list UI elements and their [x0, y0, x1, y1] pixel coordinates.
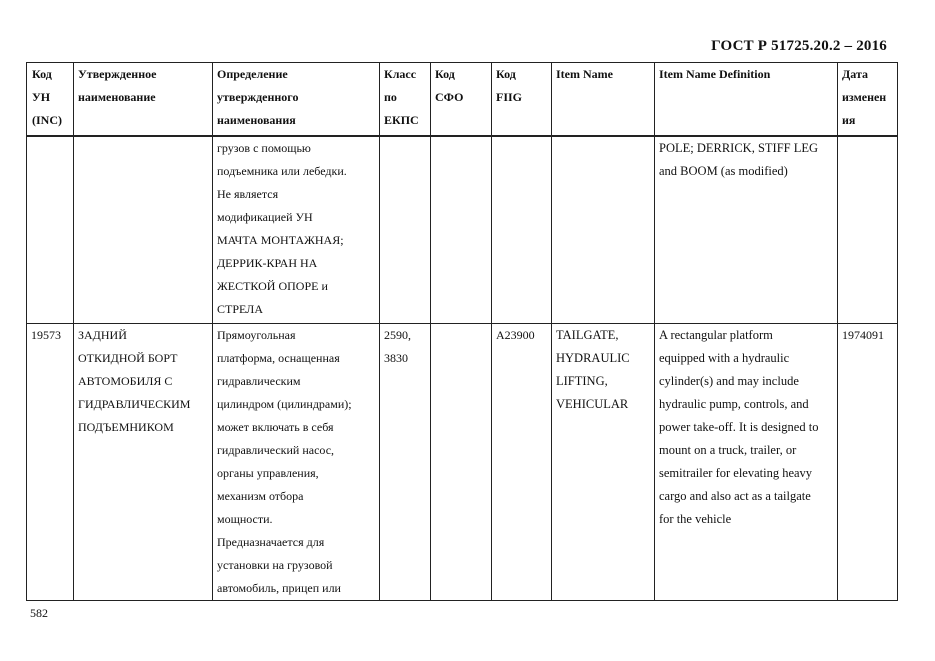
cell-fiig-code [492, 324, 552, 601]
header-sfo-code [431, 63, 492, 137]
cell-approved-name [74, 324, 213, 601]
cell-text-line: ПОДЪЕМНИКОМ [78, 420, 174, 434]
cell-text-line: ЖЕСТКОЙ ОПОРЕ и [217, 279, 328, 293]
cell-text-line: and BOOM (as modified) [659, 164, 788, 178]
cell-text-line: 1974091 [842, 328, 884, 342]
cell-text-line: АВТОМОБИЛЯ С [78, 374, 173, 388]
header-definition [213, 63, 380, 137]
cell-text-line: mount on a truck, trailer, or [659, 443, 797, 457]
table-row [27, 136, 898, 324]
cell-text-line: грузов с помощью [217, 141, 311, 155]
cell-text-line: ЕКПС [384, 113, 419, 127]
cell-text-line: цилиндром (цилиндрами); [217, 397, 352, 411]
cell-text-line: Не является [217, 187, 279, 201]
cell-text-line: автомобиль, прицеп или [217, 581, 341, 595]
cell-definition [213, 136, 380, 324]
cell-text-line: платформа, оснащенная [217, 351, 340, 365]
cell-text-line: СТРЕЛА [217, 302, 263, 316]
cell-text-line: LIFTING, [556, 374, 608, 388]
cell-text-line: наименования [217, 113, 296, 127]
cell-text-line: по [384, 90, 397, 104]
cell-text-line: ЗАДНИЙ [78, 328, 127, 342]
nomenclature-table [26, 62, 898, 601]
table-row [27, 324, 898, 601]
cell-item-name-definition [655, 324, 838, 601]
cell-item-name [552, 324, 655, 601]
cell-text-line: Код [32, 67, 52, 81]
cell-text-line: A23900 [496, 328, 535, 342]
cell-text-line: Item Name Definition [659, 67, 771, 81]
cell-text-line: equipped with a hydraulic [659, 351, 790, 365]
header-code-un [27, 63, 74, 137]
cell-ekps-class [380, 136, 431, 324]
cell-text-line: hydraulic pump, controls, and [659, 397, 809, 411]
cell-text-line: Определение [217, 67, 288, 81]
cell-text-line: VEHICULAR [556, 397, 629, 411]
cell-text-line: УН [32, 90, 51, 104]
cell-text-line: 3830 [384, 351, 408, 365]
cell-text-line: подъемника или лебедки. [217, 164, 347, 178]
cell-text-line: ОТКИДНОЙ БОРТ [78, 351, 178, 365]
cell-code-un [27, 136, 74, 324]
cell-text-line: POLE; DERRICK, STIFF LEG [659, 141, 819, 155]
header-item-name-definition [655, 63, 838, 137]
cell-text-line: for the vehicle [659, 512, 732, 526]
cell-text-line: Утвержденное [78, 67, 157, 81]
table-header-row [27, 63, 898, 137]
cell-text-line: может включать в себя [217, 420, 334, 434]
cell-approved-name [74, 136, 213, 324]
cell-text-line: МАЧТА МОНТАЖНАЯ; [217, 233, 344, 247]
header-change-date [838, 63, 898, 137]
page-number: 582 [30, 606, 48, 620]
cell-text-line: Предназначается для [217, 535, 325, 549]
cell-text-line: утвержденного [217, 90, 299, 104]
cell-text-line: Код [435, 67, 455, 81]
cell-text-line: изменен [842, 90, 887, 104]
cell-item-name [552, 136, 655, 324]
document-code: ГОСТ Р 51725.20.2 – 2016 [711, 38, 887, 54]
cell-text-line: наименование [78, 90, 156, 104]
cell-code-un [27, 324, 74, 601]
cell-sfo-code [431, 136, 492, 324]
cell-text-line: органы управления, [217, 466, 319, 480]
cell-text-line: HYDRAULIC [556, 351, 630, 365]
cell-text-line: гидравлический насос, [217, 443, 335, 457]
header-item-name [552, 63, 655, 137]
cell-text-line: установки на грузовой [217, 558, 333, 572]
cell-text-line: Прямоугольная [217, 328, 296, 342]
cell-text-line: Код [496, 67, 516, 81]
cell-text-line: ДЕРРИК-КРАН НА [217, 256, 318, 270]
cell-text-line: Item Name [556, 67, 613, 81]
cell-text-line: TAILGATE, [556, 328, 619, 342]
cell-text-line: модификацией УН [217, 210, 313, 224]
cell-item-name-definition [655, 136, 838, 324]
cell-ekps-class [380, 324, 431, 601]
header-approved-name [74, 63, 213, 137]
cell-text-line: cargo and also act as a tailgate [659, 489, 811, 503]
cell-fiig-code [492, 136, 552, 324]
cell-text-line: FIIG [496, 90, 523, 104]
cell-change-date [838, 324, 898, 601]
cell-text-line: СФО [435, 90, 464, 104]
cell-text-line: гидравлическим [217, 374, 301, 388]
header-fiig-code [492, 63, 552, 137]
cell-text-line: semitrailer for elevating heavy [659, 466, 813, 480]
cell-text-line: Дата [842, 67, 868, 81]
cell-definition [213, 324, 380, 601]
cell-text-line: cylinder(s) and may include [659, 374, 799, 388]
cell-text-line: power take-off. It is designed to [659, 420, 819, 434]
cell-text-line: A rectangular platform [659, 328, 773, 342]
cell-sfo-code [431, 324, 492, 601]
cell-text-line: ГИДРАВЛИЧЕСКИМ [78, 397, 191, 411]
cell-text-line: механизм отбора [217, 489, 304, 503]
cell-text-line: 19573 [31, 328, 61, 342]
cell-change-date [838, 136, 898, 324]
cell-text-line: мощности. [217, 512, 273, 526]
cell-text-line: Класс [384, 67, 417, 81]
header-ekps-class [380, 63, 431, 137]
cell-text-line: (INC) [32, 113, 62, 127]
cell-text-line: ия [842, 113, 856, 127]
cell-text-line: 2590, [384, 328, 411, 342]
